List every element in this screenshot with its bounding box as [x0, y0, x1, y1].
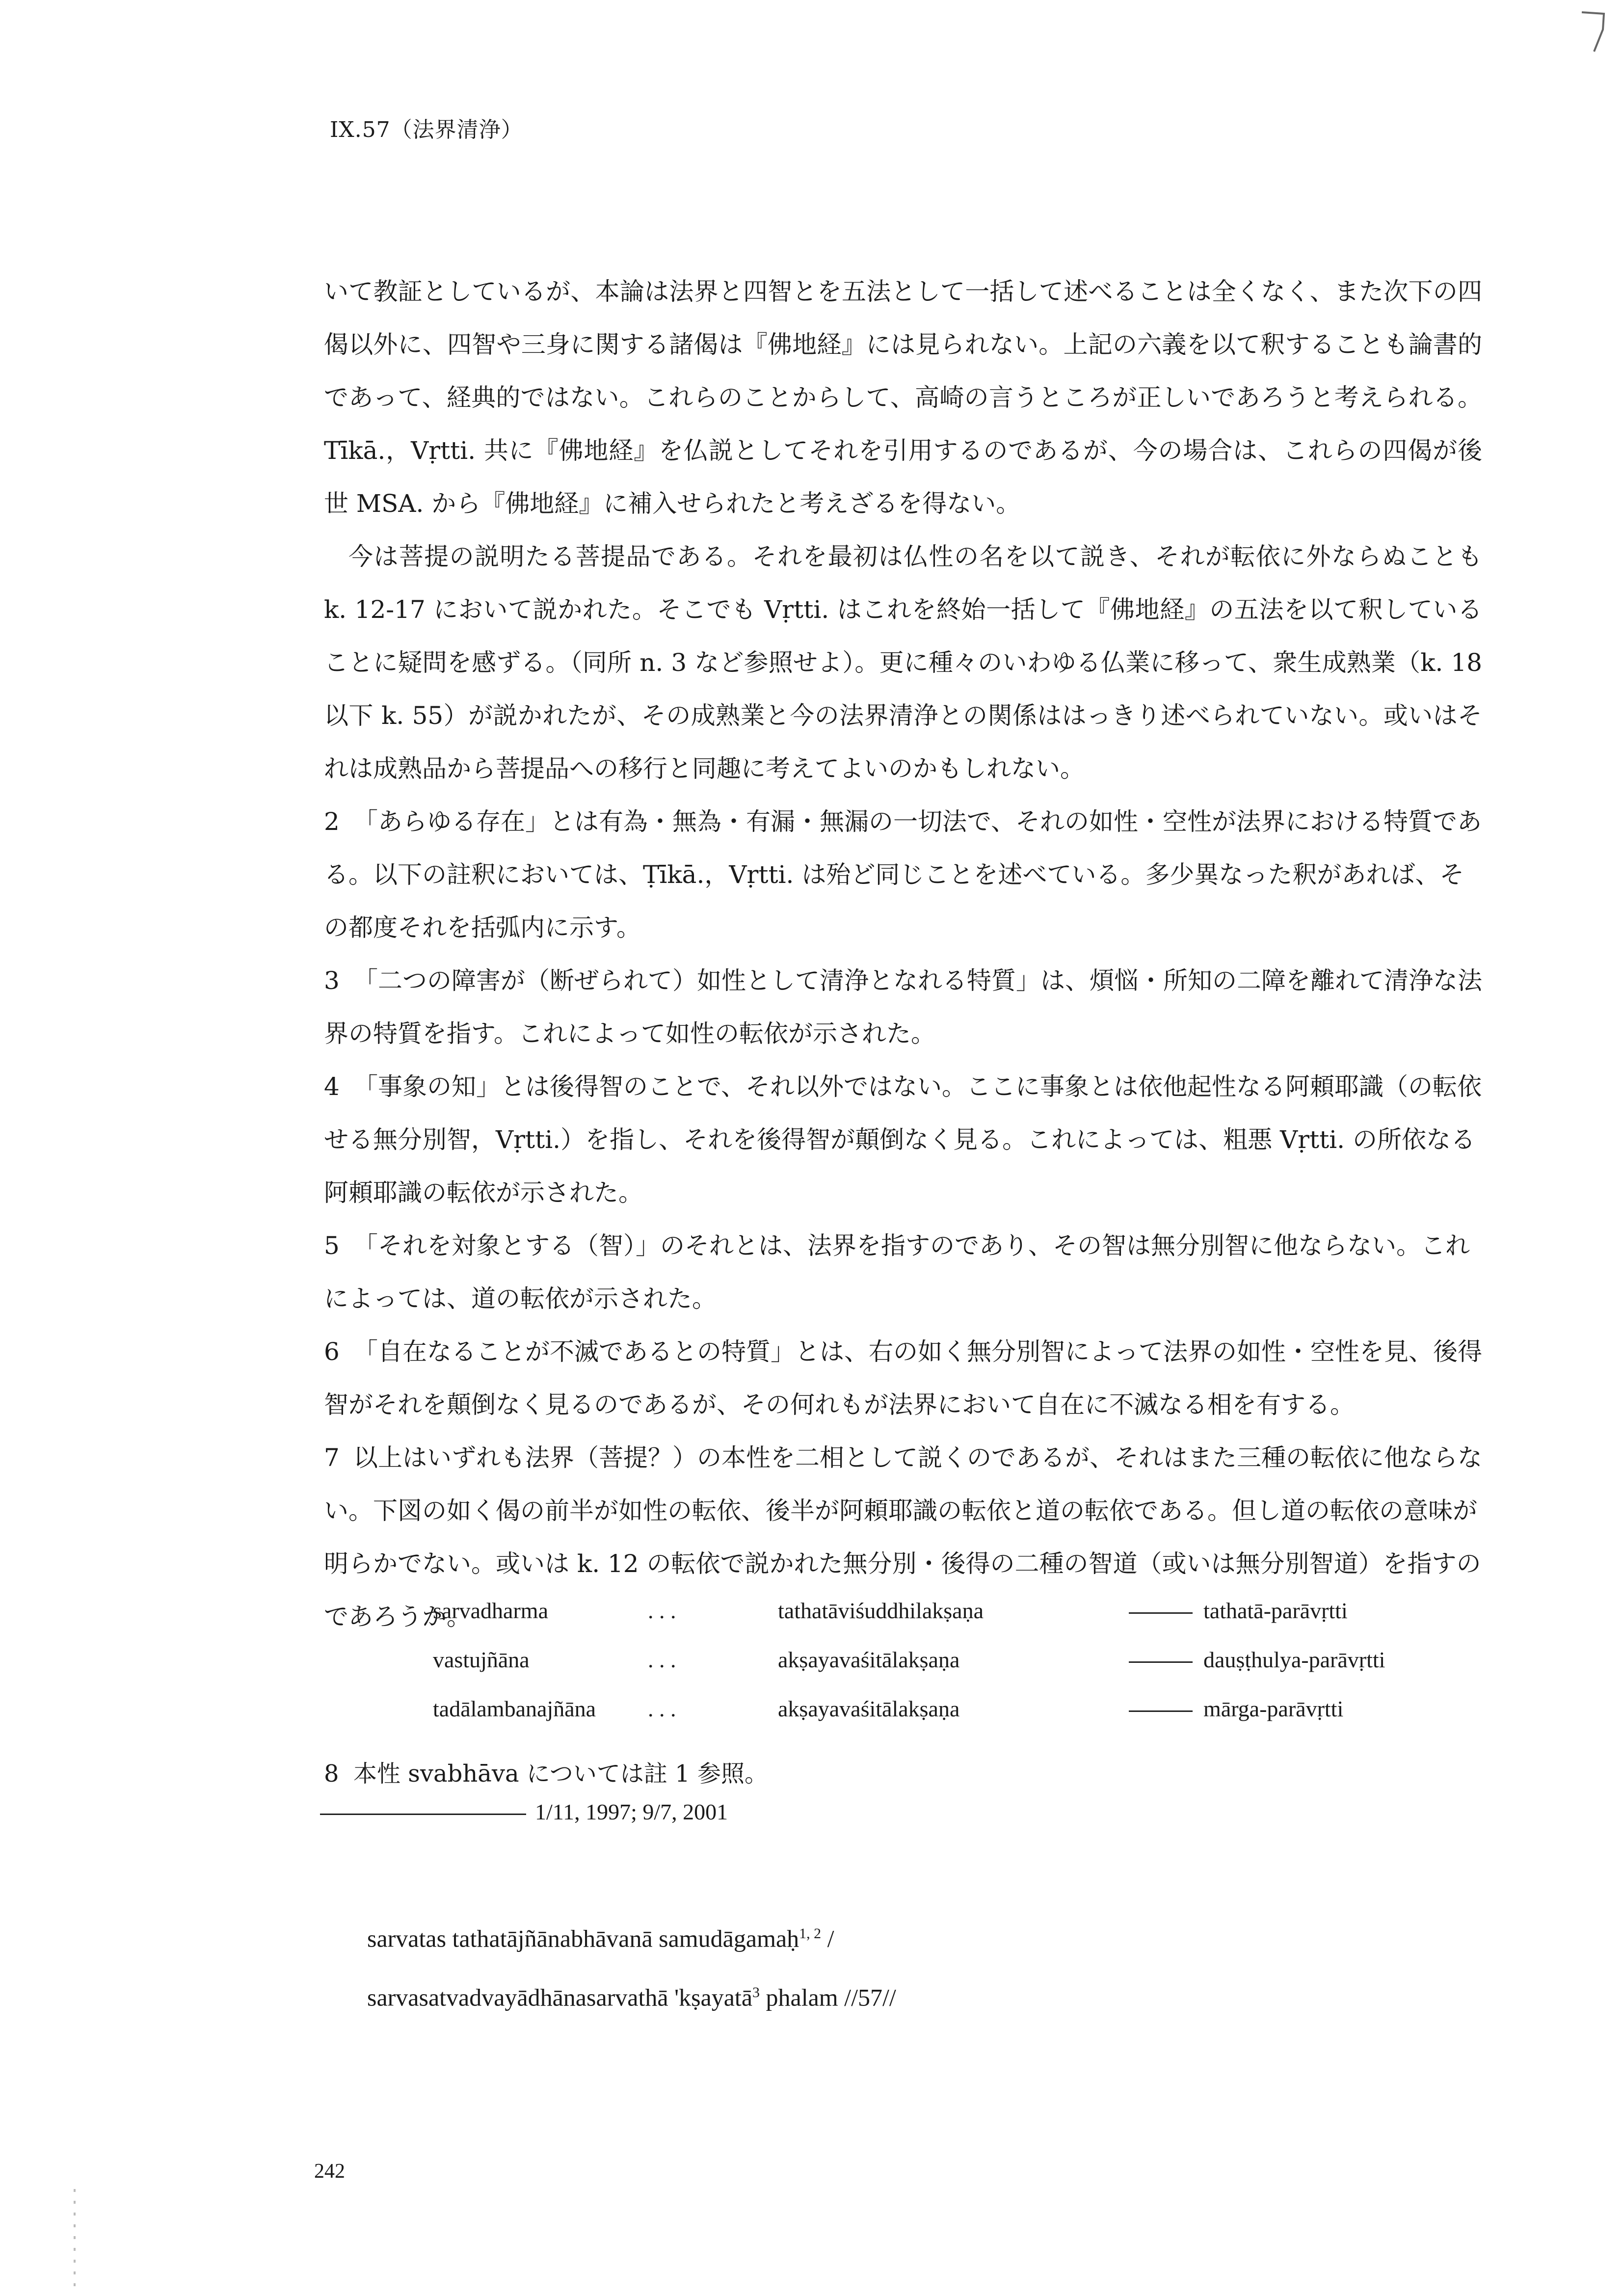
- note-text: 「それを対象とする（智）」のそれとは、法界を指すのであり、その智は無分別智に他ならない。これによっては、道の転依が示された。: [324, 1231, 1470, 1313]
- table-term: vastujñāna: [433, 1647, 530, 1672]
- scan-edge-marks: [74, 2189, 76, 2287]
- table-paravrtti-cell: [1129, 1696, 1343, 1722]
- dash-rule: [1129, 1661, 1193, 1663]
- dash-rule: [1129, 1612, 1193, 1614]
- note-8: [324, 1755, 768, 1789]
- verse-line-1: [367, 1907, 896, 1966]
- table-term: sarvadharma: [433, 1598, 548, 1623]
- note-text: 「自在なることが不滅であるとの特質」とは、右の如く無分別智によって法界の如性・空性を見、後得智がそれを顛倒なく見るのであるが、その何れもが法界において自在に不滅なる相を有する。: [324, 1337, 1482, 1419]
- table-paravrtti: mārga-parāvṛtti: [1203, 1696, 1344, 1721]
- verse-57: [367, 1907, 896, 2024]
- table-row: [324, 1598, 1482, 1647]
- note-text: 本性 svabhāva については註 1 参照。: [353, 1760, 768, 1788]
- table-laksana: akṣayavaśitālakṣaṇa: [778, 1647, 960, 1672]
- table-laksana: tathatāviśuddhilakṣaṇa: [778, 1598, 984, 1623]
- note-text: 「事象の知」とは後得智のことで、それ以外ではない。ここに事象とは依他起性なる阿頼耶識（の転依せる無分別智，Vṛtti.）を指し、それを後得智が顛倒なく見る。これによっては、粗悪 Vṛtti. の所依なる阿頼耶識の転依が示された。: [324, 1072, 1482, 1207]
- table-paravrtti-cell: [1129, 1598, 1348, 1624]
- footnote-marker: 3: [752, 1984, 760, 2001]
- note-3: [324, 954, 1482, 1060]
- note-text: 以上はいずれも法界（菩提？）の本性を二相として説くのであるが、それはまた三種の転依に他ならない。下図の如く偈の前半が如性の転依、後半が阿頼耶識の転依と道の転依である。但し道の転依の意味が明らかでない。或いは k. 12 の転依で説かれた無分別・後得の二種の智道（或いは無分別智道）を指すのであろうか。: [324, 1443, 1482, 1631]
- note-number: 3: [324, 966, 340, 995]
- note-number: 2: [324, 807, 340, 836]
- note-number: 6: [324, 1337, 340, 1366]
- note-2: [324, 795, 1482, 954]
- table-dots: . . .: [648, 1696, 676, 1721]
- footnote-marker: 1, 2: [799, 1925, 822, 1942]
- verse-text: phalam //57//: [760, 1983, 896, 2011]
- commentary-body: [324, 265, 1482, 1643]
- table-dots: . . .: [648, 1647, 676, 1672]
- table-dots: . . .: [648, 1598, 676, 1623]
- table-paravrtti-cell: [1129, 1647, 1385, 1673]
- verse-text: /: [821, 1924, 834, 1952]
- table-paravrtti: dauṣṭhulya-parāvṛtti: [1203, 1647, 1385, 1672]
- note-number: 4: [324, 1072, 340, 1101]
- note-text: 「二つの障害が（断ぜられて）如性として清浄となれる特質」は、煩悩・所知の二障を離れて清浄な法界の特質を指す。これによって如性の転依が示された。: [324, 966, 1482, 1048]
- running-head: IX.57（法界清浄）: [330, 117, 523, 142]
- note-number: 7: [324, 1443, 340, 1472]
- table-paravrtti: tathatā-parāvṛtti: [1203, 1598, 1348, 1623]
- table-row: [324, 1696, 1482, 1745]
- page-number: 242: [314, 2160, 345, 2183]
- paravrtti-table: [324, 1598, 1482, 1745]
- verse-line-2: [367, 1966, 896, 2025]
- dateline-text: 1/11, 1997; 9/7, 2001: [535, 1799, 728, 1824]
- scan-corner-mark: [1579, 10, 1609, 54]
- note-text: 「あらゆる存在」とは有為・無為・有漏・無漏の一切法で、それの如性・空性が法界における特質である。以下の註釈においては、Ṭīkā.，Vṛtti. は殆ど同じことを述べている。多少異なった釈があれば、その都度それを括弧内に示す。: [324, 807, 1482, 942]
- verse-text: sarvasatvadvayādhānasarvathā 'kṣayatā: [367, 1983, 753, 2011]
- verse-text: sarvatas tathatājñānabhāvanā samudāgamaḥ: [367, 1924, 799, 1952]
- table-term: tadālambanajñāna: [433, 1696, 596, 1721]
- note-number: 8: [324, 1760, 339, 1788]
- table-row: [324, 1647, 1482, 1696]
- note-6: [324, 1325, 1482, 1431]
- dateline-rule: [320, 1814, 526, 1815]
- dateline: [320, 1799, 728, 1825]
- note-4: [324, 1060, 1482, 1219]
- note-5: [324, 1219, 1482, 1325]
- note-number: 5: [324, 1231, 340, 1260]
- paragraph-bodhi-chapter: 今は菩提の説明たる菩提品である。それを最初は仏性の名を以て説き、それが転依に外ならぬことも k. 12-17 において説かれた。そこでも Vṛtti. はこれを終始一括して『佛地経』の五法を以て釈していることに疑問を感ずる。（同所 n. 3 など参照せよ）。更に種々のいわゆる仏業に移って、衆生成熟業（k. 18 以下 k. 55）が説かれたが、その成熟業と今の法界清浄との関係ははっきり述べられていない。或いはそれは成熟品から菩提品への移行と同趣に考えてよいのかもしれない。: [324, 542, 1482, 783]
- dash-rule: [1129, 1710, 1193, 1712]
- paragraph-continuation: いて教証としているが、本論は法界と四智とを五法として一括して述べることは全くなく、また次下の四偈以外に、四智や三身に関する諸偈は『佛地経』には見られない。上記の六義を以て釈することも論書的であって、経典的ではない。これらのことからして、高崎の言うところが正しいであろうと考えられる。Tīkā.，Vṛtti. 共に『佛地経』を仏説としてそれを引用するのであるが、今の場合は、これらの四偈が後世 MSA. から『佛地経』に補入せられたと考えざるを得ない。: [324, 277, 1482, 518]
- table-laksana: akṣayavaśitālakṣaṇa: [778, 1696, 960, 1721]
